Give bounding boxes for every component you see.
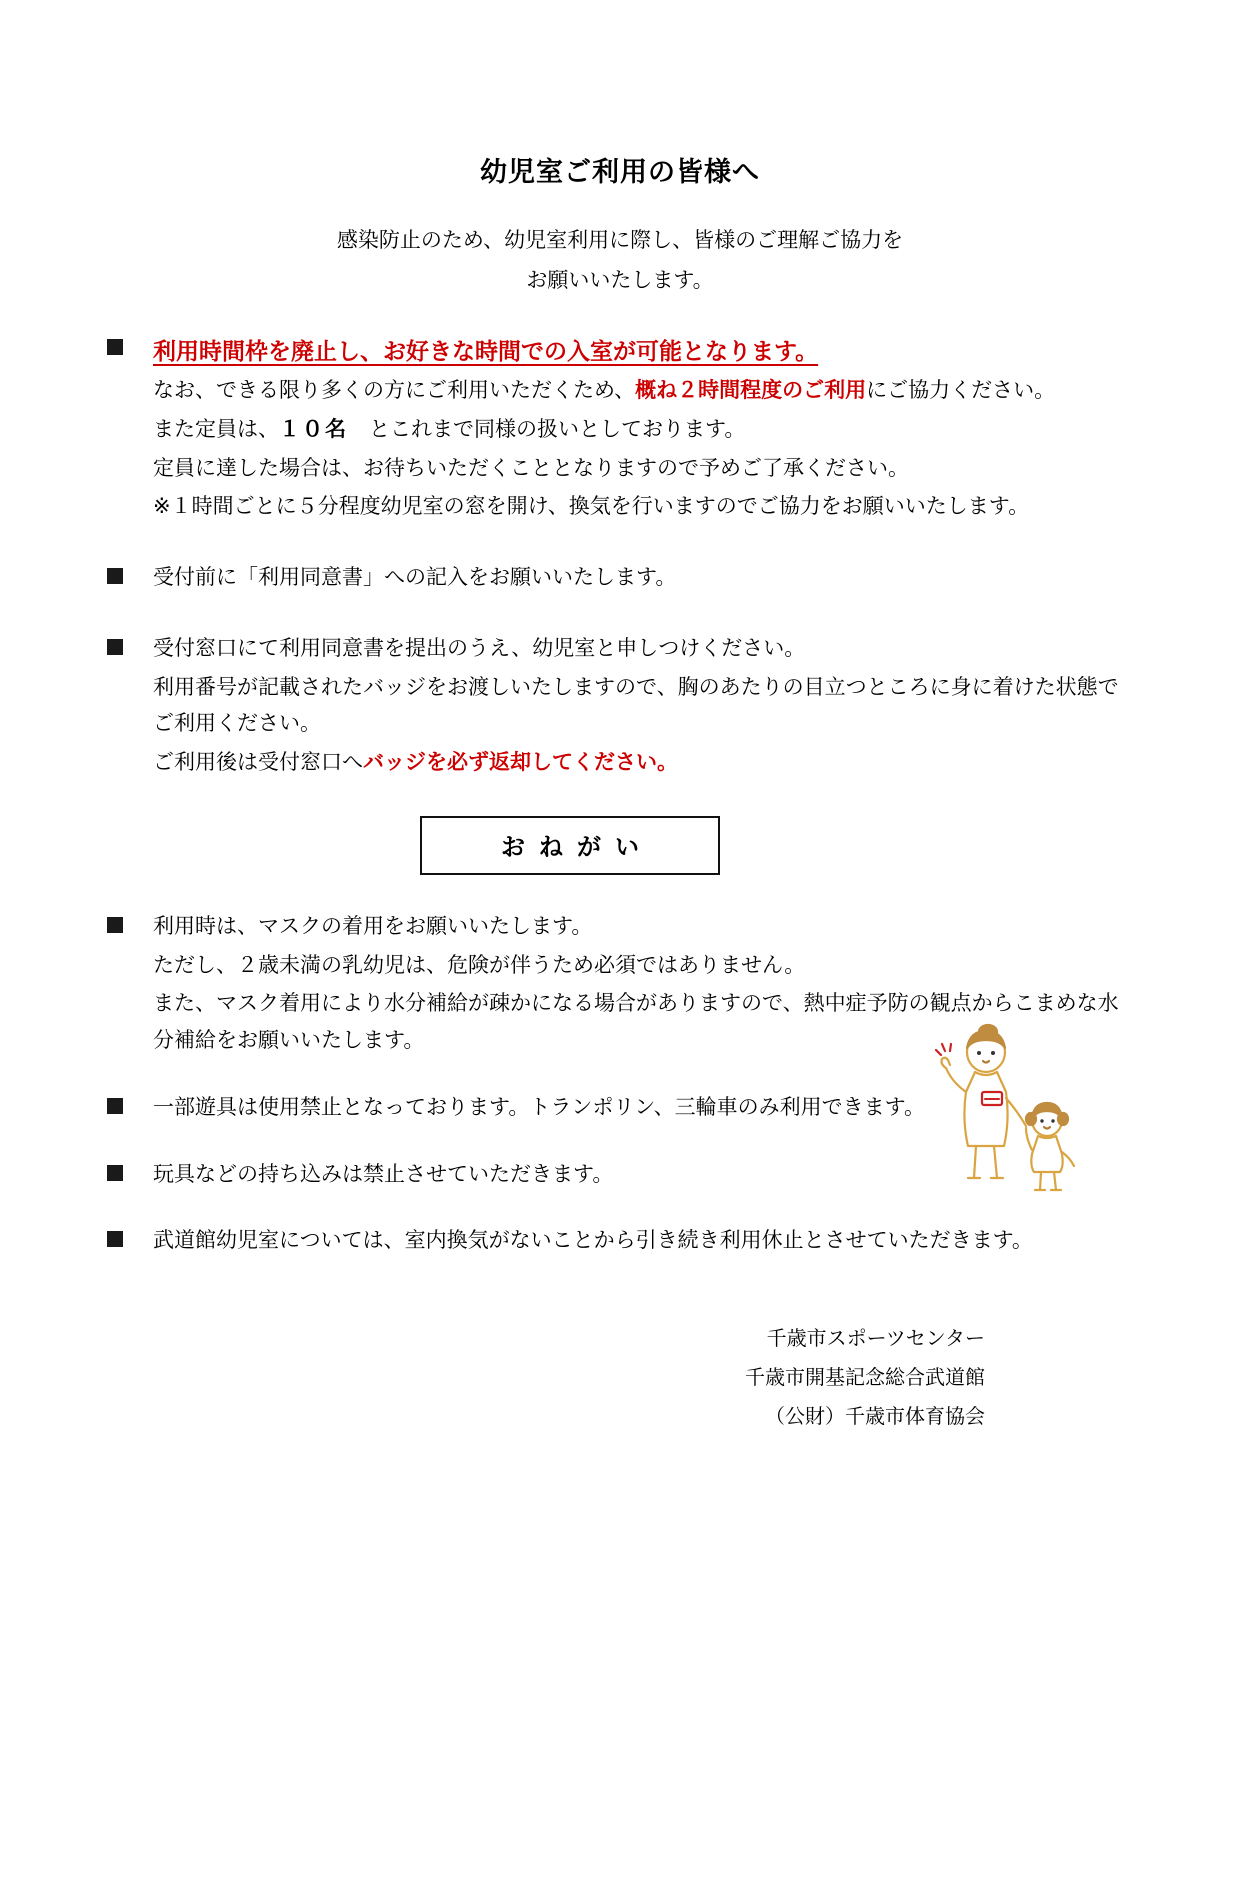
section-line: 武道館幼児室については、室内換気がないことから引き続き利用休止とさせていただきます。 [153,1229,1033,1253]
onegai-label: おねがい [420,816,720,875]
square-bullet-icon [107,568,123,584]
text-part: とこれまで同様の扱いとしております。 [348,417,746,441]
lead-paragraph [0,221,1240,301]
bullet-item [105,1223,1135,1260]
lead-line-2: お願いいたします。 [526,268,714,292]
section-line: ただし、２歳未満の乳幼児は、危険が伴うため必須ではありません。 [153,953,806,977]
bullet-item [105,331,1135,526]
mother-and-child-illustration [930,1020,1120,1200]
text-part: また定員は、 [153,417,279,441]
square-bullet-icon [107,339,123,355]
section-line: ※１時間ごとに５分程度幼児室の窓を開け、換気を行いますのでご協力をお願いいたします。 [153,495,1030,519]
lead-line-1: 感染防止のため、幼児室利用に際し、皆様のご理解ご協力を [336,229,904,252]
text-part: にご協力ください。 [866,379,1056,403]
section-line: 一部遊具は使用禁止となっております。トランポリン、三輪車のみ利用できます。 [153,1095,925,1119]
onegai-banner [420,816,720,875]
text-part: ご利用後は受付窓口へ [153,751,363,775]
signature-block [105,1320,985,1437]
section-line: 定員に達した場合は、お待ちいただくこととなりますので予めご了承ください。 [153,456,909,480]
body-block [105,331,1135,1437]
square-bullet-icon [107,1098,123,1114]
signature-line: 千歳市開基記念総合武道館 [745,1367,985,1390]
text-part-emphasis: 概ね２時間程度のご利用 [635,379,867,403]
section-line [153,745,1135,782]
square-bullet-icon [107,917,123,933]
text-part: なお、できる限り多くの方にご利用いただくため、 [153,379,636,403]
square-bullet-icon [107,1165,123,1181]
signature-line: 千歳市スポーツセンター [766,1328,985,1351]
section-line: また、マスク着用により水分補給が疎かになる場合がありますので、熱中症予防の観点からこまめな水分補給をお願いいたします。 [153,992,1119,1053]
document-page [0,150,1240,1904]
section-line: 受付窓口にて利用同意書を提出のうえ、幼児室と申しつけください。 [153,636,806,660]
section-line: 玩具などの持ち込みは禁止させていただきます。 [153,1162,614,1186]
section-line: 受付前に「利用同意書」への記入をお願いいたします。 [153,566,677,590]
section-headline: 利用時間枠を廃止し、お好きな時間での入室が可能となります。 [153,337,819,364]
bullet-item [105,631,1135,782]
square-bullet-icon [107,1231,123,1247]
signature-line: （公財）千歳市体育協会 [765,1406,985,1429]
section-line: 利用番号が記載されたバッジをお渡しいたしますので、胸のあたりの目立つところに身に着けた状態でご利用ください。 [153,675,1119,736]
bullet-item [105,560,1135,597]
square-bullet-icon [107,639,123,655]
text-part-emphasis: バッジを必ず返却してください。 [363,751,678,775]
text-part-capacity: １０名 [279,417,348,441]
section-line: 利用時は、マスクの着用をお願いいたします。 [153,914,593,938]
section-line [153,412,1135,449]
section-line [153,373,1135,410]
page-title: 幼児室ご利用の皆様へ [480,157,760,187]
